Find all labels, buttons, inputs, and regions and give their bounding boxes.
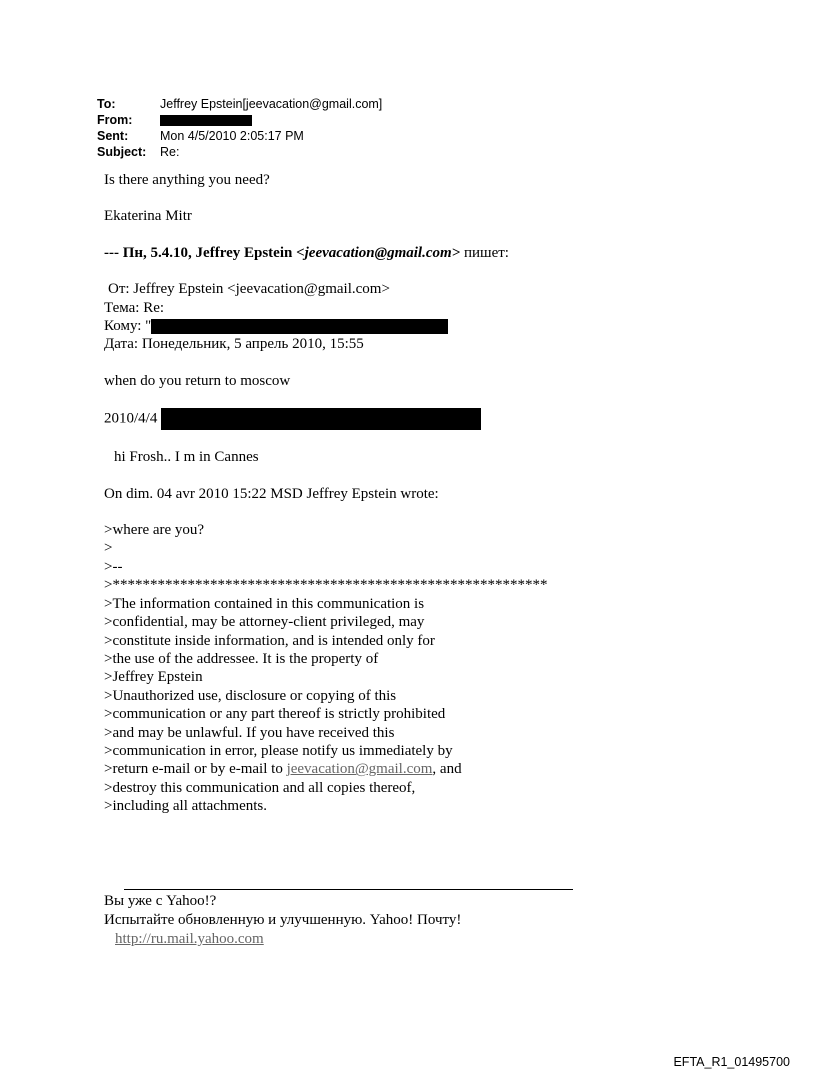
body-line-question: Is there anything you need? (104, 172, 270, 188)
quoted-email-suffix: , and (432, 761, 462, 778)
from-label: From: (97, 113, 133, 127)
email-body (104, 171, 547, 816)
komu-label: Кому: " (104, 318, 152, 335)
komu-redaction (151, 319, 448, 334)
sent-label: Sent: (97, 129, 129, 143)
yahoo-footer (104, 892, 461, 949)
footer-link[interactable]: http://ru.mail.yahoo.com (115, 931, 264, 947)
reply-intro-suffix: пишет: (460, 244, 509, 261)
date-redaction (161, 408, 481, 430)
to-value: Jeffrey Epstein[jeevacation@gmail.com] (160, 97, 383, 111)
to-label: To: (97, 97, 116, 111)
quoted-line: > (104, 540, 113, 557)
quoted-line: >including all attachments. (104, 798, 268, 815)
cannes-line: hi Frosh.. I m in Cannes (114, 449, 259, 466)
quoted-line: >Unauthorized use, disclosure or copying of this (104, 687, 397, 704)
return-question: when do you return to moscow (104, 372, 291, 389)
komu-line (104, 317, 547, 335)
quoted-line: >destroy this communication and all copies thereof, (104, 779, 416, 796)
ot-line: От: Jeffrey Epstein <jeevacation@gmail.com> (108, 281, 390, 298)
quoted-line: >where are you? (104, 522, 205, 539)
quoted-line: >communication or any part thereof is strictly prohibited (104, 706, 446, 723)
reply-intro-email: <jeevacation@gmail.com> (296, 244, 461, 261)
footer-line2: Испытайте обновленную и улучшенную. Yahoo! Почту! (104, 912, 462, 928)
quoted-email-link[interactable]: jeevacation@gmail.com (286, 761, 433, 778)
reply-intro (104, 244, 547, 262)
subject-value: Re: (160, 145, 180, 159)
quoted-line: >-- (104, 558, 123, 575)
footer-line1: Вы уже с Yahoo!? (104, 893, 217, 909)
subject-label: Subject: (97, 145, 147, 159)
data-line: Дата: Понедельник, 5 апрель 2010, 15:55 (104, 336, 364, 353)
footer-separator (124, 889, 573, 890)
quoted-line: >the use of the addressee. It is the property of (104, 650, 379, 667)
wrote-line: On dim. 04 avr 2010 15:22 MSD Jeffrey Epstein wrote: (104, 485, 439, 502)
quoted-line: >********************************************************** (104, 577, 548, 594)
quoted-line: >The information contained in this communication is (104, 595, 425, 612)
quoted-email-line (104, 760, 547, 778)
sent-value: Mon 4/5/2010 2:05:17 PM (160, 129, 304, 143)
bates-number: EFTA_R1_01495700 (673, 1055, 790, 1069)
date-2010: 2010/4/4 (104, 410, 158, 427)
body-signature: Ekaterina Mitr (104, 208, 192, 225)
quoted-line: >confidential, may be attorney-client privileged, may (104, 614, 425, 631)
from-redaction (160, 115, 252, 126)
date-line (104, 408, 547, 430)
quoted-line: >constitute inside information, and is intended only for (104, 632, 435, 649)
reply-intro-prefix: --- Пн, 5.4.10, Jeffrey Epstein (104, 244, 297, 261)
tema-line: Тема: Re: (104, 299, 165, 316)
quoted-line: >and may be unlawful. If you have received this (104, 724, 395, 741)
quoted-email-prefix: >return e-mail or by e-mail to (104, 761, 287, 778)
quoted-line: >communication in error, please notify us immediately by (104, 742, 453, 759)
quoted-line: >Jeffrey Epstein (104, 669, 203, 686)
